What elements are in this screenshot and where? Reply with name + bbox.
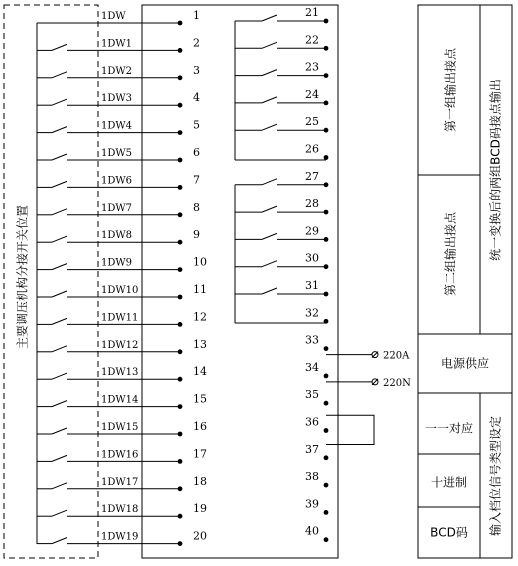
- terminal-number-left: 4: [193, 91, 200, 105]
- terminal-dot: [178, 514, 183, 519]
- relay-contact: [52, 127, 67, 133]
- relay-contact: [52, 72, 67, 78]
- terminal-number-left: 13: [193, 337, 207, 351]
- terminal-number-left: 14: [193, 365, 207, 379]
- power-label: 220A: [383, 350, 410, 362]
- terminal-dot: [324, 374, 329, 379]
- relay-row: [37, 475, 207, 491]
- terminal-number-left: 15: [193, 392, 207, 406]
- terminal-number-left: 5: [193, 118, 200, 132]
- terminal-dot: [324, 510, 329, 515]
- terminal-number-right: 21: [305, 6, 319, 19]
- relay-contact: [52, 538, 67, 544]
- terminal-dot: [178, 158, 183, 163]
- relay-row: [37, 502, 207, 518]
- relay-label: 1DW16: [101, 449, 139, 461]
- output-contact: [262, 206, 277, 212]
- power-label: 220N: [383, 377, 411, 389]
- relay-row: [37, 119, 200, 135]
- relay-contact: [52, 99, 67, 105]
- relay-label: 1DW4: [101, 120, 133, 132]
- terminal-number-right: 26: [305, 142, 319, 156]
- terminal-dot: [178, 75, 183, 80]
- terminal-number-left: 12: [193, 310, 207, 324]
- terminal-number-right: 37: [305, 442, 319, 456]
- relay-contact: [52, 455, 67, 461]
- relay-row: [37, 256, 207, 272]
- terminal-number-left: 1: [193, 9, 200, 22]
- relay-contact: [52, 264, 67, 270]
- relay-label: 1DW2: [101, 65, 133, 77]
- relay-contact: [52, 483, 67, 489]
- terminal-number-left: 2: [193, 36, 200, 50]
- terminal-number-right: 23: [305, 60, 319, 74]
- output-contact: [262, 124, 277, 130]
- terminal-dot: [178, 185, 183, 190]
- relay-label: 1DW9: [101, 257, 133, 269]
- relay-row: [37, 310, 207, 326]
- terminal-dot: [178, 377, 183, 382]
- terminal-number-right: 33: [305, 333, 319, 347]
- terminal-dot: [178, 130, 183, 135]
- relay-label: 1DW19: [101, 531, 139, 543]
- relay-label: 1DW1: [101, 38, 133, 50]
- relay-label: 1DW3: [101, 93, 133, 105]
- terminal-number-right: 22: [305, 33, 319, 47]
- terminal-dot: [178, 432, 183, 437]
- relay-label: 1DW6: [101, 175, 133, 187]
- terminal-number-left: 6: [193, 146, 200, 159]
- terminal-number-right: 40: [305, 524, 319, 538]
- relay-row: [37, 64, 200, 80]
- relay-row: [37, 283, 207, 299]
- terminal-dot: [324, 537, 329, 542]
- terminal-number-right: 30: [305, 251, 319, 265]
- terminal-number-right: 38: [305, 470, 319, 484]
- terminal-number-left: 10: [193, 255, 207, 269]
- relay-contact: [52, 291, 67, 297]
- relay-contact: [52, 428, 67, 434]
- output-contact: [262, 261, 277, 267]
- terminal-number-right: 36: [305, 415, 319, 429]
- relay-row: [37, 228, 200, 244]
- relay-contact: [52, 510, 67, 516]
- bcd-label: BCD码: [430, 525, 468, 540]
- terminal-number-left: 7: [193, 173, 200, 187]
- relay-label: 1DW15: [101, 422, 139, 433]
- terminal-number-right: 28: [305, 197, 319, 211]
- terminal-number-left: 18: [193, 474, 207, 488]
- switch-position-label: 主要调压机构分接开关位置: [15, 204, 30, 350]
- terminal-dot: [178, 212, 183, 217]
- group2-label: 第二组输出接点: [443, 211, 458, 297]
- relay-row: [37, 201, 200, 217]
- terminal-dot: [178, 295, 183, 300]
- relay-contact: [52, 373, 67, 379]
- relay-contact: [52, 318, 67, 324]
- relay-row: [37, 530, 207, 546]
- relay-label: 1DW: [101, 11, 126, 22]
- terminal-number-right: 34: [305, 360, 319, 374]
- relay-label: 1DW18: [101, 504, 139, 516]
- terminal-number-left: 17: [193, 447, 207, 461]
- terminal-number-left: 19: [193, 502, 207, 516]
- relay-label: 1DW12: [101, 339, 139, 351]
- terminal-dot: [178, 48, 183, 53]
- terminal-number-left: 16: [193, 420, 207, 433]
- relay-label: 1DW7: [101, 202, 133, 214]
- relay-label: 1DW8: [101, 230, 133, 242]
- relay-row: [37, 338, 207, 354]
- output-contact: [262, 233, 277, 239]
- output-contact: [262, 15, 277, 21]
- decimal-label: 十进制: [430, 475, 468, 490]
- terminal-number-right: 31: [305, 279, 319, 292]
- terminal-number-left: 9: [193, 228, 200, 242]
- terminal-number-left: 11: [193, 283, 207, 296]
- relay-row: [37, 365, 207, 381]
- terminal-number-right: 35: [305, 388, 319, 402]
- terminal-number-right: 25: [305, 115, 319, 129]
- output-contact: [262, 42, 277, 48]
- relay-row: [37, 9, 200, 25]
- relay-label: 1DW13: [101, 367, 139, 379]
- terminal-dot: [178, 404, 183, 409]
- relay-contact: [52, 154, 67, 160]
- relay-contact: [52, 236, 67, 242]
- terminal-dot: [178, 322, 183, 327]
- terminal-dot: [178, 349, 183, 354]
- relay-contact: [52, 209, 67, 215]
- terminal-number-right: 29: [305, 224, 319, 238]
- relay-row: [37, 447, 207, 463]
- terminal-dot: [178, 267, 183, 272]
- power-supply-label: 电源供应: [440, 356, 490, 371]
- relay-row: [37, 420, 207, 436]
- terminal-dot: [324, 346, 329, 351]
- relay-label: 1DW5: [101, 148, 133, 159]
- terminal-number-right: 24: [305, 87, 319, 101]
- group1-label: 第一组输出接点: [443, 47, 458, 133]
- relay-row: [37, 36, 200, 52]
- output-contact: [262, 288, 277, 294]
- terminal-number-left: 20: [193, 529, 207, 543]
- terminal-dot: [178, 103, 183, 108]
- output-contact: [262, 97, 277, 103]
- terminal-number-left: 3: [193, 63, 200, 77]
- jumper-wire: [326, 415, 374, 444]
- relay-label: 1DW17: [101, 476, 139, 488]
- relay-label: 1DW14: [101, 394, 139, 406]
- bcd-output-label: 统一变换后的两组BCD码接点输出: [488, 79, 503, 261]
- relay-label: 1DW10: [101, 285, 139, 296]
- terminal-number-right: 39: [305, 497, 319, 511]
- one-to-one-label: 一一对应: [424, 421, 474, 436]
- relay-label: 1DW11: [101, 312, 139, 324]
- terminal-dot: [178, 240, 183, 245]
- terminal-dot: [178, 21, 183, 26]
- relay-contact: [52, 346, 67, 352]
- relay-contact: [52, 44, 67, 50]
- relay-row: [37, 146, 200, 162]
- terminal-number-right: 32: [305, 306, 319, 320]
- terminal-number-left: 8: [193, 200, 200, 214]
- relay-row: [37, 173, 200, 189]
- terminal-dot: [324, 483, 329, 488]
- terminal-dot: [324, 455, 329, 460]
- terminal-dot: [178, 486, 183, 491]
- output-contact: [262, 179, 277, 185]
- terminal-dot: [324, 428, 329, 433]
- relay-row: [37, 393, 207, 409]
- relay-contact: [52, 401, 67, 407]
- relay-row: [37, 91, 200, 107]
- terminal-dot: [178, 459, 183, 464]
- output-contact: [262, 70, 277, 76]
- function-table: [418, 5, 512, 558]
- input-setting-label: 输入档位信号类型设定: [488, 415, 503, 537]
- terminal-dot: [178, 541, 183, 546]
- terminal-number-right: 27: [305, 169, 319, 183]
- terminal-dot: [324, 401, 329, 406]
- relay-contact: [52, 181, 67, 187]
